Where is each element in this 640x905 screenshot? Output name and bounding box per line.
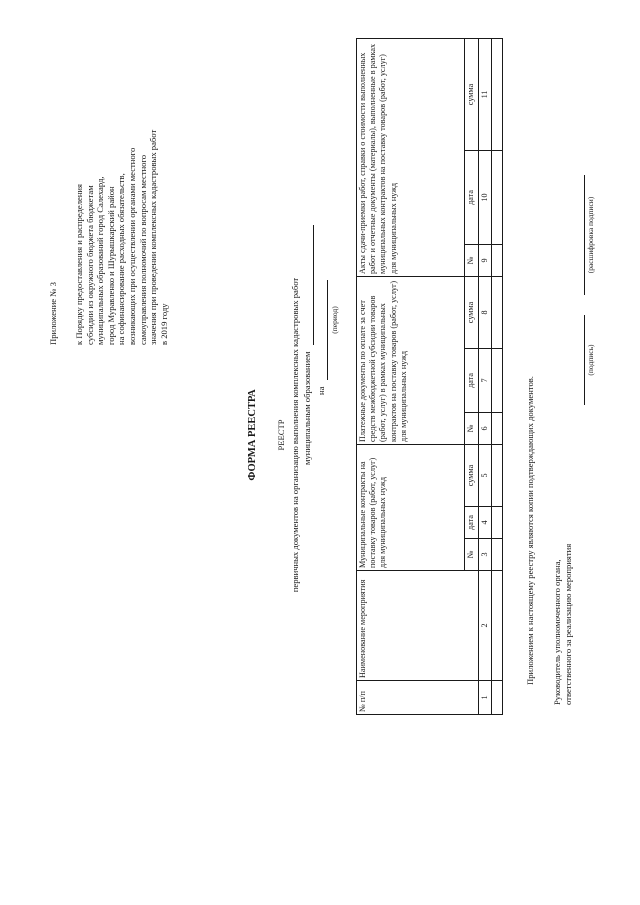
attachment-note: Приложением к настоящему реестру являются копии подтверждающих документов. xyxy=(525,376,535,685)
table-number-row xyxy=(479,38,492,714)
subheader-no: № xyxy=(465,412,479,444)
header-acts-cell: Акты сдачи-приемки работ, справки о стоимости выполненных работ и отчетные документы (материалы), выполненные в рамках муниципальных контрактов на поставку товаров (работ, услуг) для муниципальных нужд xyxy=(357,38,465,276)
column-number: 7 xyxy=(479,348,492,412)
signature-line2: ответственного за реализацию мероприятия xyxy=(562,543,573,705)
form-title: ФОРМА РЕЕСТРА xyxy=(247,389,258,481)
column-number: 3 xyxy=(479,539,492,571)
empty-cell xyxy=(492,412,503,444)
appendix-line: субсидии из окружного бюджета бюджетам xyxy=(84,185,95,345)
column-number: 6 xyxy=(479,412,492,444)
empty-cell xyxy=(492,348,503,412)
column-number: 10 xyxy=(479,150,492,244)
appendix-line: город Муравленко и Шурышкарский район xyxy=(105,186,116,345)
appendix-line: к Порядку предоставления и распределения xyxy=(74,184,84,345)
column-number: 11 xyxy=(479,38,492,150)
appendix-text xyxy=(74,25,169,345)
empty-cell xyxy=(492,276,503,348)
appendix-line: на софинансирование расходных обязательств, xyxy=(116,173,127,345)
column-number: 8 xyxy=(479,276,492,348)
column-number: 9 xyxy=(479,244,492,276)
period-field xyxy=(316,280,328,380)
municipality-field xyxy=(302,225,314,345)
appendix-line: возникающих при осуществлении органами местного xyxy=(126,147,137,345)
sign-caption: (подпись) xyxy=(584,315,595,405)
empty-cell xyxy=(492,507,503,539)
signature-line1: Руководитель уполномоченного органа, xyxy=(552,559,562,705)
empty-cell xyxy=(492,444,503,506)
header-name-cell: Наименование мероприятия xyxy=(357,571,479,681)
subheader-sum: сумма xyxy=(465,444,479,506)
header-num-cell: № п/п xyxy=(357,681,479,715)
appendix-line: в 2019 году xyxy=(158,303,169,345)
period-caption: (период) xyxy=(330,306,339,334)
header-contracts-cell: Муниципальные контракты на поставку товаров (работ, услуг) для муниципальных нужд xyxy=(357,444,465,570)
column-number: 4 xyxy=(479,507,492,539)
subheader-date: дата xyxy=(465,150,479,244)
column-number: 2 xyxy=(479,571,492,681)
column-number: 1 xyxy=(479,681,492,715)
appendix-line: самоуправления полномочий по вопросам местного xyxy=(137,154,148,345)
subheader-date: дата xyxy=(465,348,479,412)
header-payments-cell: Платежные документы по оплате за счет средств межбюджетной субсидии товаров (работ, услуг) в рамках муниципальных контрактов на поставку товаров (работ, услуг) для муниципальных нужд xyxy=(357,276,465,444)
empty-cell xyxy=(492,150,503,244)
empty-cell xyxy=(492,571,503,681)
appendix-title: Приложение № 3 xyxy=(48,282,58,345)
subheader-no: № xyxy=(465,539,479,571)
registry-title: РЕЕСТР xyxy=(276,419,286,451)
empty-cell xyxy=(492,539,503,571)
registry-line2 xyxy=(302,135,314,465)
appendix-line: значения при проведении комплексных кадастровых работ xyxy=(148,129,159,345)
empty-cell xyxy=(492,681,503,715)
empty-cell xyxy=(492,244,503,276)
subheader-no: № xyxy=(465,244,479,276)
empty-cell xyxy=(492,38,503,150)
table-header-row xyxy=(357,38,465,714)
registry-on-line xyxy=(316,255,328,395)
registry-on-label: на xyxy=(316,386,326,395)
appendix-line: муниципальных образований город Салехард, xyxy=(95,176,106,345)
subheader-sum: сумма xyxy=(465,38,479,150)
signature-block xyxy=(552,405,573,705)
subheader-sum: сумма xyxy=(465,276,479,348)
subheader-date: дата xyxy=(465,507,479,539)
decode-caption: (расшифровка подписи) xyxy=(584,175,595,295)
registry-table xyxy=(356,38,503,715)
registry-municipality-label: муниципальным образованием xyxy=(302,351,312,465)
table-empty-row xyxy=(492,38,503,714)
column-number: 5 xyxy=(479,444,492,506)
registry-line1: первичных документов на организацию выполнения комплексных кадастровых работ xyxy=(290,277,300,593)
